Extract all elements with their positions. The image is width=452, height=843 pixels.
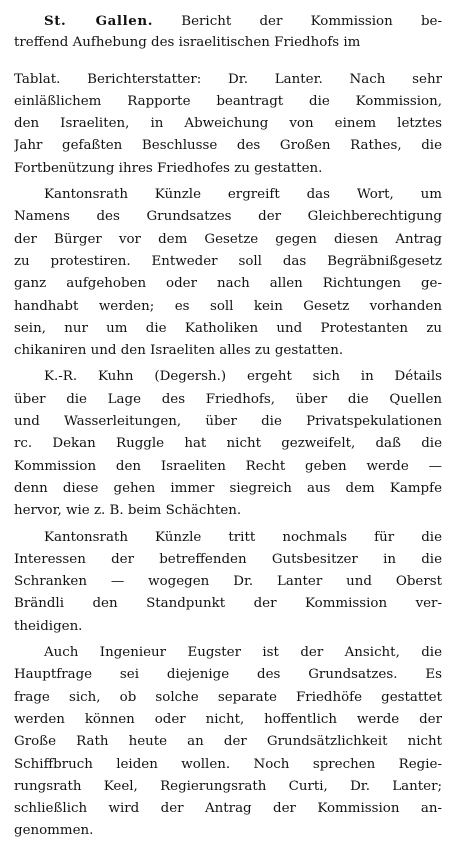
article-line: Tablat. Berichterstatter: Dr. Lanter. Nach sehr [14, 71, 442, 87]
newspaper-article [14, 10, 442, 843]
article-line: treffend Aufhebung des israelitischen Friedhofs im [14, 35, 361, 51]
article-line: Namens des Grundsatzes der Gleichberechtigung [14, 209, 442, 225]
article-line: schließlich wird der Antrag der Kommission an- [14, 801, 442, 817]
article-line: hervor, wie z. B. beim Schächten. [14, 503, 242, 519]
article-line: theidigen. [14, 618, 83, 634]
article-line: Schiffbruch leiden wollen. Noch sprechen Regie- [14, 756, 442, 772]
article-line: Fortbenützung ihres Friedhofes zu gestatten. [14, 160, 323, 176]
article-line: Kantonsrath Künzle ergreift das Wort, um [44, 187, 442, 203]
article-line: genommen. [14, 823, 94, 839]
article-line: sein, nur um die Katholiken und Protestanten zu [14, 320, 442, 336]
article-line: rc. Dekan Ruggle hat nicht gezweifelt, daß die [14, 436, 442, 452]
article-paragraph [14, 527, 442, 638]
article-line: Brändli den Standpunkt der Kommission ver- [14, 596, 442, 612]
article-line: den Israeliten, in Abweichung von einem letztes [14, 116, 442, 132]
article-line: über die Lage des Friedhofs, über die Quellen [14, 391, 442, 407]
article-line: K.-R. Kuhn (Degersh.) ergeht sich in Détails [44, 369, 442, 385]
article-line: zu protestiren. Entweder soll das Begräbnißgesetz [14, 253, 442, 269]
article-line [14, 10, 442, 32]
paragraph-gap [14, 55, 442, 69]
article-title: St. Gallen. [44, 13, 153, 29]
article-line: einläßlichem Rapporte beantragt die Kommission, [14, 93, 442, 109]
article-line: rungsrath Keel, Regierungsrath Curti, Dr. Lanter; [14, 778, 442, 794]
article-line: Interessen der betreffenden Gutsbesitzer in die [14, 551, 442, 567]
article-line: und Wasserleitungen, über die Privatspekulationen [14, 414, 442, 430]
article-paragraph [14, 184, 442, 362]
article-line: frage sich, ob solche separate Friedhöfe gestattet [14, 689, 442, 705]
article-line: handhabt werden; es soll kein Gesetz vorhanden [14, 298, 442, 314]
article-line: Auch Ingenieur Eugster ist der Ansicht, die [44, 645, 442, 661]
article-line-text: Bericht der Kommission be- [181, 14, 442, 29]
article-paragraph [14, 642, 442, 843]
article-line: chikaniren und den Israeliten alles zu gestatten. [14, 343, 344, 359]
article-line: Hauptfrage sei diejenige des Grundsatzes. Es [14, 667, 442, 683]
article-line: Jahr gefaßten Beschlusse des Großen Rathes, die [14, 138, 442, 154]
article-line: ganz aufgehoben oder nach allen Richtungen ge- [14, 276, 442, 292]
article-line: werden können oder nicht, hoffentlich werde der [14, 711, 442, 727]
article-paragraph [14, 69, 442, 180]
article-line: denn diese gehen immer siegreich aus dem Kampfe [14, 480, 442, 496]
article-line: der Bürger vor dem Gesetze gegen diesen Antrag [14, 231, 442, 247]
article-line: Große Rath heute an der Grundsätzlichkeit nicht [14, 734, 442, 750]
article-line: Schranken — wogegen Dr. Lanter und Oberst [14, 574, 442, 590]
article-paragraph [14, 366, 442, 522]
article-line: Kantonsrath Künzle tritt nochmals für die [44, 529, 442, 545]
article-line: Kommission den Israeliten Recht geben werde — [14, 458, 442, 474]
article-paragraph [14, 10, 442, 55]
